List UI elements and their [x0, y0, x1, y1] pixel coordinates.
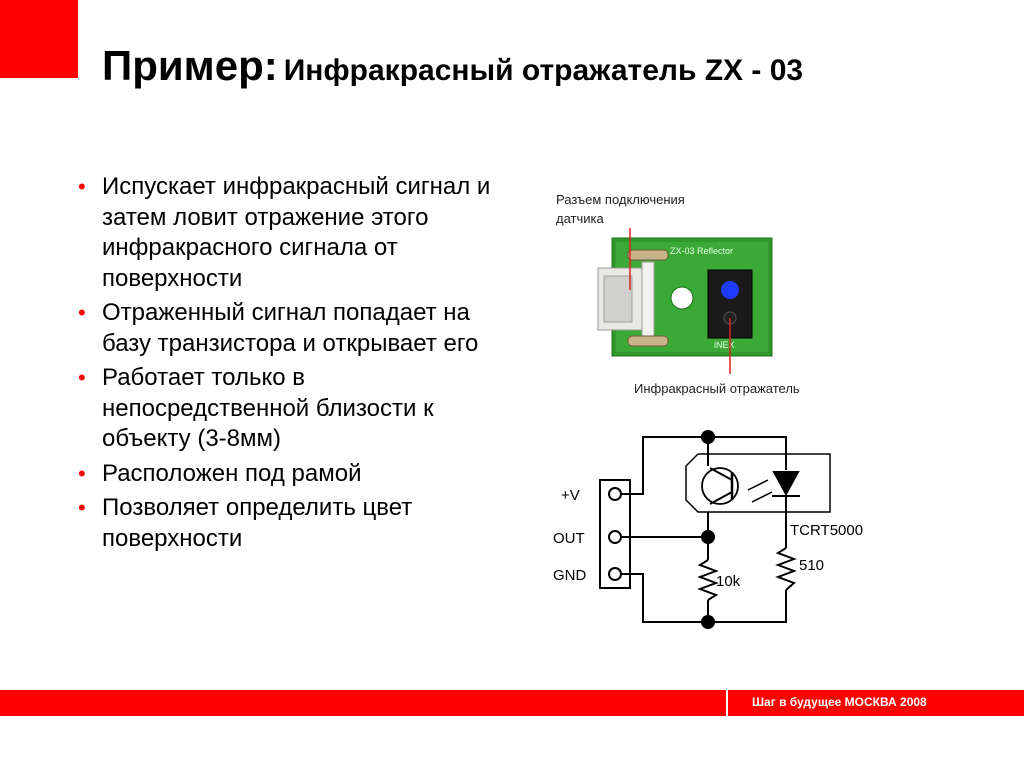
footer-text: Шаг в будущее МОСКВА 2008 — [752, 695, 927, 709]
bullet-item: • Работает только в непосредственной близости к объекту (3-8мм) — [78, 364, 434, 452]
bullet-dot-icon: • — [78, 495, 86, 520]
bullet-item: • Испускает инфракрасный сигнал и затем ловит отражение этого инфракрасного сигнала от поверхности — [78, 173, 491, 292]
pin-out — [609, 531, 621, 543]
bullet-item: • Расположен под рамой — [68, 459, 498, 490]
title-subtitle: Инфракрасный отражатель ZX - 03 — [283, 54, 804, 87]
junction-dot — [701, 530, 715, 544]
title-main: Пример: — [102, 42, 278, 89]
bullet-item: • Позволяет определить цвет поверхности — [78, 494, 413, 552]
reflector-label: Инфракрасный отражатель — [634, 381, 800, 396]
bullet-dot-icon: • — [78, 300, 86, 325]
board-brand: iNEX — [714, 340, 735, 350]
bullet-item: • Отраженный сигнал попадает на базу транзистора и открывает его — [78, 299, 479, 357]
connector-label: Разъем подключения датчика — [556, 192, 685, 226]
bullet-dot-icon: • — [78, 174, 86, 199]
label-part: TCRT5000 — [790, 522, 864, 539]
bullet-dot-icon: • — [78, 460, 86, 486]
label-out: OUT — [553, 530, 585, 547]
label-resistor-10k: 10k — [716, 573, 741, 590]
sensor-board-photo — [598, 238, 772, 356]
label-vplus: +V — [561, 487, 580, 504]
junction-dot — [701, 430, 715, 444]
connector-icon — [598, 262, 654, 336]
board-text: ZX-03 Reflector — [670, 246, 734, 256]
bullet-dot-icon: • — [78, 365, 86, 390]
junction-dot — [701, 615, 715, 629]
label-gnd: GND — [553, 567, 587, 584]
resistor-510-icon — [778, 548, 794, 590]
label-resistor-510: 510 — [799, 557, 825, 574]
pin-header — [600, 480, 630, 588]
footer-separator — [726, 690, 728, 716]
pin-gnd — [609, 568, 621, 580]
resistor-10k-icon — [700, 560, 716, 600]
pin-vplus — [609, 488, 621, 500]
